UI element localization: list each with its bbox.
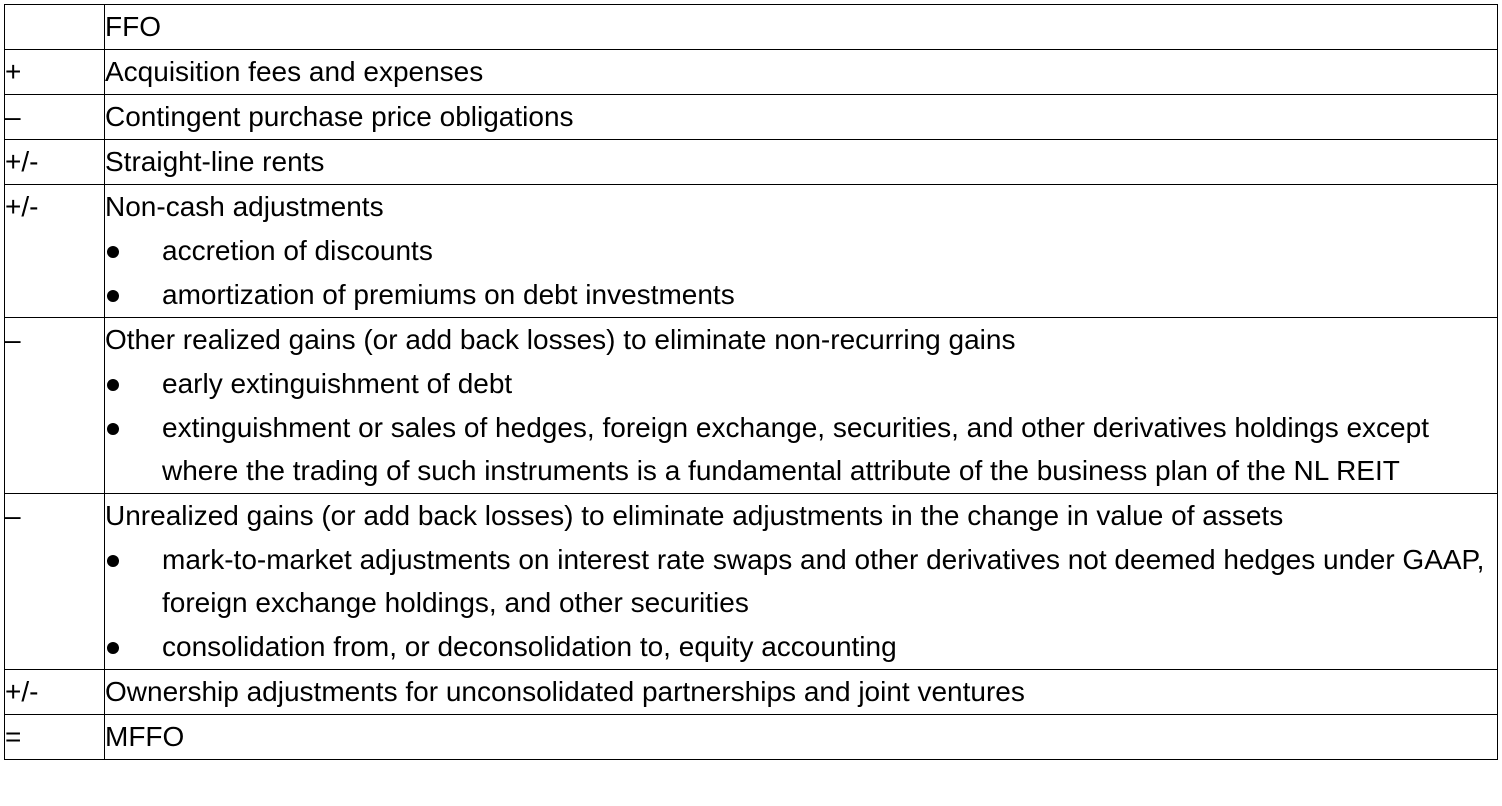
bullet-text: accretion of discounts — [162, 235, 433, 266]
table-row — [5, 50, 1498, 95]
bullet-list — [105, 362, 1497, 493]
list-item — [105, 538, 1497, 625]
row-label: Acquisition fees and expenses — [105, 56, 484, 87]
row-label: Non-cash adjustments — [105, 191, 384, 222]
list-item — [105, 625, 1497, 669]
list-item — [105, 229, 1497, 273]
table-row — [5, 494, 1498, 670]
ffo-to-mffo-table — [4, 4, 1498, 760]
description-cell — [105, 50, 1498, 95]
operator-cell: – — [5, 95, 105, 140]
table-row — [5, 670, 1498, 715]
operator-cell: – — [5, 494, 105, 670]
list-item — [105, 406, 1497, 493]
row-label: Unrealized gains (or add back losses) to eliminate adjustments in the change in value of assets — [105, 500, 1284, 531]
bullet-icon — [107, 555, 119, 567]
description-cell — [105, 95, 1498, 140]
operator-cell — [5, 5, 105, 50]
table-row — [5, 185, 1498, 318]
bullet-text: mark-to-market adjustments on interest rate swaps and other derivatives not deemed hedges under GAAP, foreign exchange holdings, and other securities — [162, 544, 1485, 618]
table-row — [5, 715, 1498, 760]
row-label: Contingent purchase price obligations — [105, 101, 574, 132]
operator-cell: – — [5, 318, 105, 494]
operator-cell: = — [5, 715, 105, 760]
description-cell — [105, 140, 1498, 185]
list-item — [105, 362, 1497, 406]
bullet-icon — [107, 423, 119, 435]
table-row — [5, 140, 1498, 185]
table-row — [5, 5, 1498, 50]
operator-cell: + — [5, 50, 105, 95]
description-cell — [105, 670, 1498, 715]
description-cell — [105, 318, 1498, 494]
bullet-text: extinguishment or sales of hedges, foreign exchange, securities, and other derivatives holdings except where the trading of such instruments is a fundamental attribute of the business plan of the NL REIT — [162, 412, 1429, 486]
bullet-text: amortization of premiums on debt investments — [162, 279, 735, 310]
row-label: FFO — [105, 11, 161, 42]
operator-cell: +/- — [5, 670, 105, 715]
row-label: MFFO — [105, 721, 185, 752]
bullet-list — [105, 229, 1497, 317]
bullet-text: early extinguishment of debt — [162, 368, 513, 399]
bullet-list — [105, 538, 1497, 669]
table-row — [5, 318, 1498, 494]
bullet-icon — [107, 246, 119, 258]
row-label: Straight-line rents — [105, 146, 325, 177]
bullet-text: consolidation from, or deconsolidation to, equity accounting — [162, 631, 897, 662]
list-item — [105, 273, 1497, 317]
row-label: Other realized gains (or add back losses) to eliminate non-recurring gains — [105, 324, 1016, 355]
description-cell — [105, 185, 1498, 318]
operator-cell: +/- — [5, 185, 105, 318]
description-cell — [105, 494, 1498, 670]
bullet-icon — [107, 379, 119, 391]
bullet-icon — [107, 290, 119, 302]
row-label: Ownership adjustments for unconsolidated partnerships and joint ventures — [105, 676, 1025, 707]
description-cell — [105, 715, 1498, 760]
bullet-icon — [107, 642, 119, 654]
table-row — [5, 95, 1498, 140]
operator-cell: +/- — [5, 140, 105, 185]
description-cell — [105, 5, 1498, 50]
